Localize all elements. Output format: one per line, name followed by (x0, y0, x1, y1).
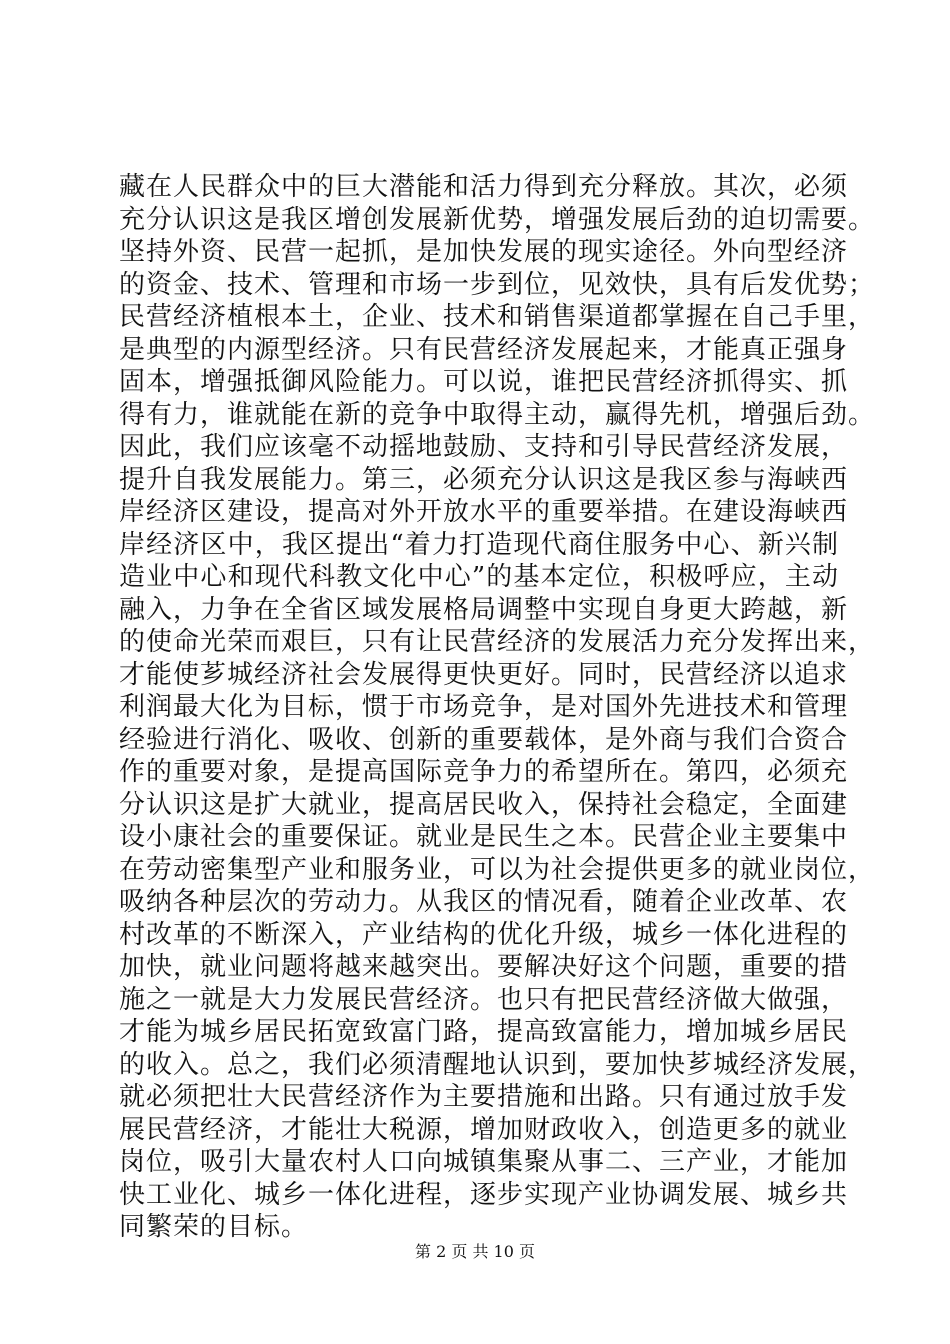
text-line: 同繁荣的目标。 (119, 1212, 309, 1242)
text-line: 在劳动密集型产业和服务业，可以为社会提供更多的就业岗位， (119, 854, 876, 885)
text-line: 因此，我们应该毫不动摇地鼓励、支持和引导民营经济发展， (119, 432, 849, 462)
text-line: 坚持外资、民营一起抓，是加快发展的现实途径。外向型经济 (119, 237, 849, 267)
text-line: 村改革的不断深入，产业结构的优化升级，城乡一体化进程的 (119, 919, 849, 950)
text-line: 利润最大化为目标，惯于市场竞争，是对国外先进技术和管理 (119, 692, 849, 722)
text-line: 分认识这是扩大就业，提高居民收入，保持社会稳定，全面建 (119, 789, 849, 820)
text-line: 就必须把壮大民营经济作为主要措施和出路。只有通过放手发 (119, 1082, 849, 1112)
text-line: 提升自我发展能力。第三，必须充分认识这是我区参与海峡西 (119, 464, 849, 495)
body-text (119, 171, 876, 1244)
text-line: 经验进行消化、吸收、创新的重要载体，是外商与我们合资合 (119, 724, 849, 755)
text-line: 吸纳各种层次的劳动力。从我区的情况看，随着企业改革、农 (119, 887, 849, 917)
text-line: 岸经济区建设，提高对外开放水平的重要举措。在建设海峡西 (119, 497, 849, 527)
text-line: 藏在人民群众中的巨大潜能和活力得到充分释放。其次，必须 (119, 172, 849, 202)
text-line: 快工业化、城乡一体化进程，逐步实现产业协调发展、城乡共 (119, 1179, 849, 1210)
text-line: 岸经济区中，我区提出“着力打造现代商住服务中心、新兴制 (119, 529, 839, 560)
text-line: 充分认识这是我区增创发展新优势，增强发展后劲的迫切需要。 (119, 204, 876, 235)
text-line: 民营经济植根本土，企业、技术和销售渠道都掌握在自己手里， (119, 302, 876, 332)
text-line: 的收入。总之，我们必须清醒地认识到，要加快芗城经济发展， (119, 1049, 876, 1080)
text-line: 设小康社会的重要保证。就业是民生之本。民营企业主要集中 (119, 822, 849, 852)
text-line: 的资金、技术、管理和市场一步到位，见效快，具有后发优势； (119, 269, 876, 300)
text-line: 得有力，谁就能在新的竞争中取得主动，赢得先机，增强后劲。 (119, 399, 876, 430)
text-line: 才能为城乡居民拓宽致富门路，提高致富能力，增加城乡居民 (119, 1017, 849, 1047)
text-line: 固本，增强抵御风险能力。可以说，谁把民营经济抓得实、抓 (119, 367, 849, 397)
text-line: 造业中心和现代科教文化中心”的基本定位，积极呼应，主动 (119, 562, 839, 592)
text-line: 展民营经济，才能壮大税源，增加财政收入，创造更多的就业 (119, 1114, 849, 1145)
text-line: 加快，就业问题将越来越突出。要解决好这个问题，重要的措 (119, 952, 849, 982)
text-line: 才能使芗城经济社会发展得更快更好。同时，民营经济以追求 (119, 659, 849, 690)
page-footer: 第 2 页 共 10 页 (415, 1242, 535, 1261)
text-line: 岗位，吸引大量农村人口向城镇集聚从事二、三产业，才能加 (119, 1147, 849, 1177)
text-line: 作的重要对象，是提高国际竞争力的希望所在。第四，必须充 (119, 757, 849, 787)
text-line: 融入，力争在全省区域发展格局调整中实现自身更大跨越，新 (119, 594, 849, 625)
text-line: 的使命光荣而艰巨，只有让民营经济的发展活力充分发挥出来， (119, 627, 876, 657)
text-line: 是典型的内源型经济。只有民营经济发展起来，才能真正强身 (119, 334, 849, 365)
text-line: 施之一就是大力发展民营经济。也只有把民营经济做大做强， (119, 984, 849, 1015)
